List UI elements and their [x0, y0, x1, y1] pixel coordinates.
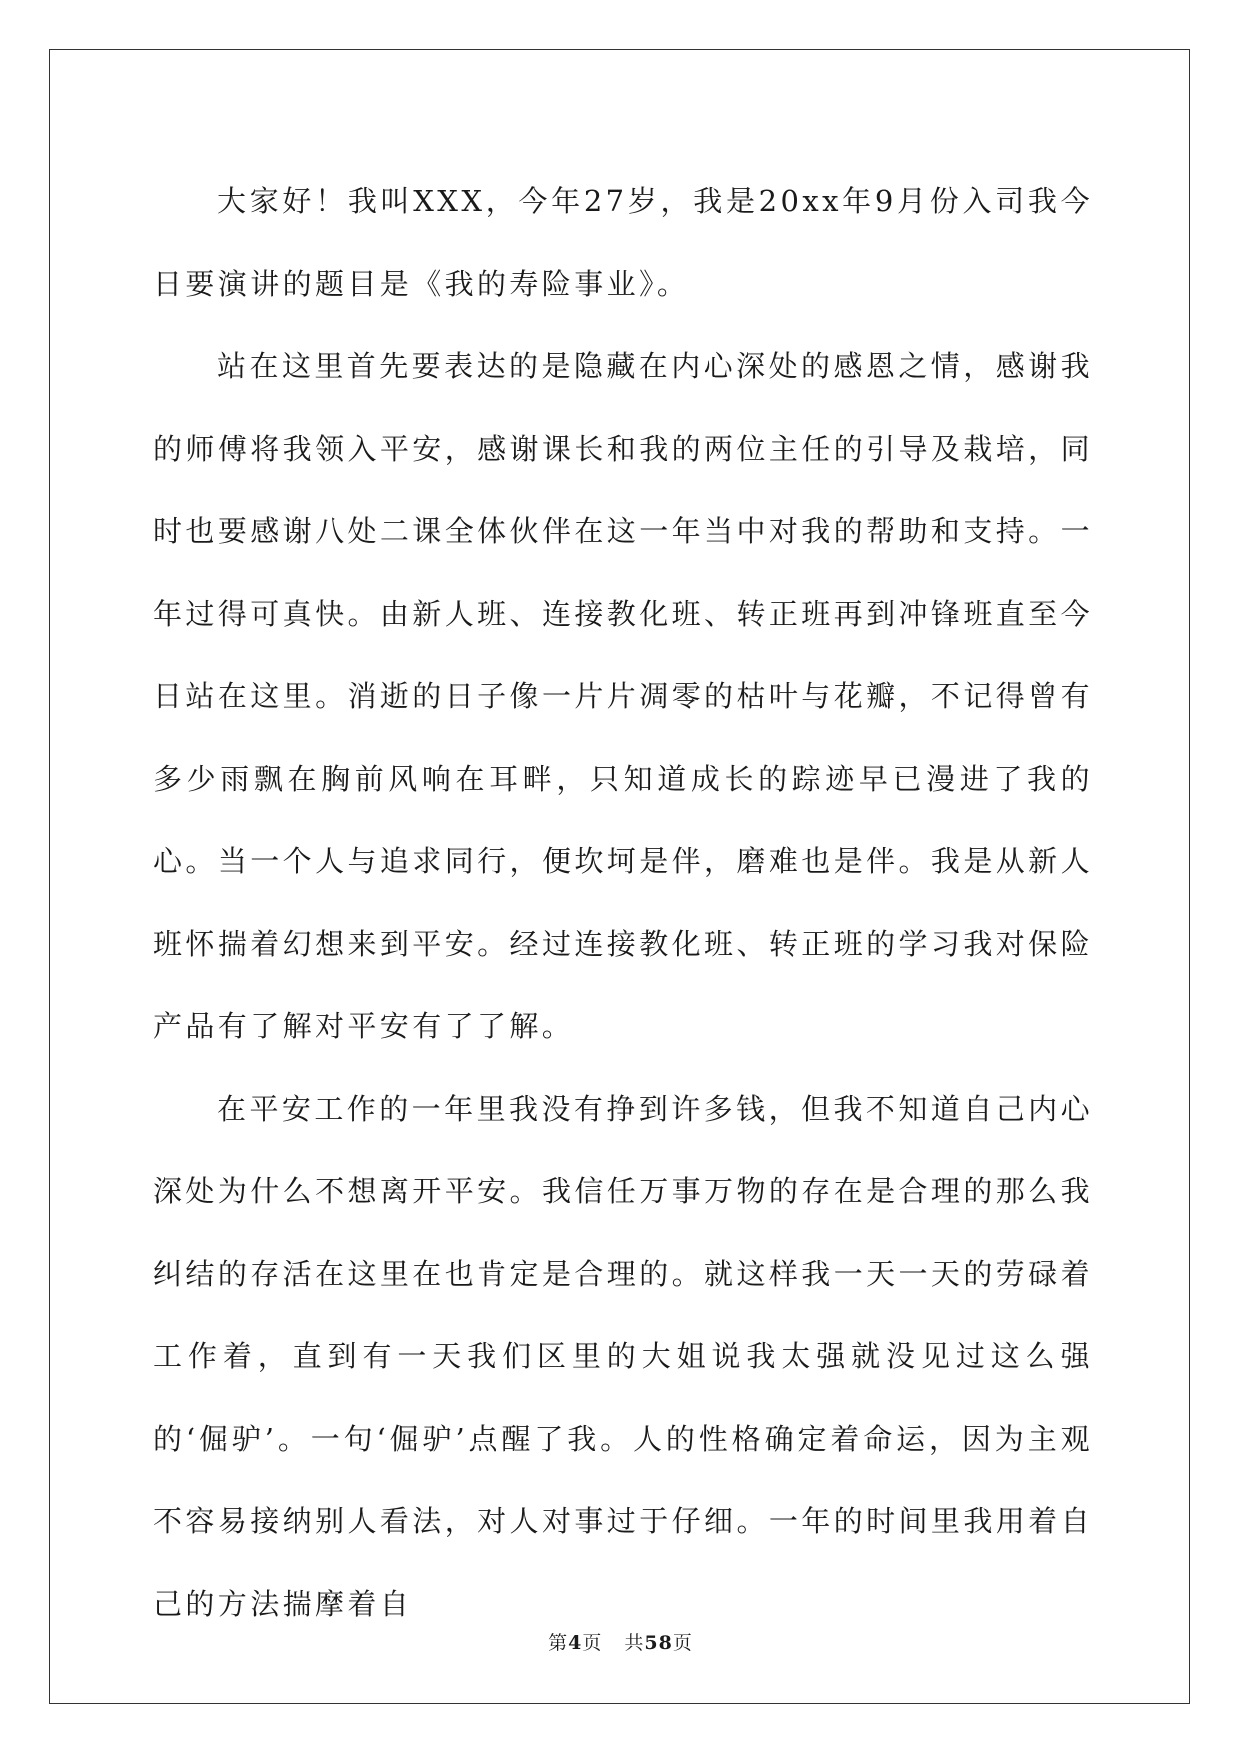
document-body	[153, 160, 1093, 1645]
footer-page-number: 4	[568, 1632, 583, 1654]
paragraph-3: 在平安工作的一年里我没有挣到许多钱，但我不知道自己内心深处为什么不想离开平安。我信任万事万物的存在是合理的那么我纠结的存活在这里在也肯定是合理的。就这样我一天一天的劳碌着工作着，直到有一天我们区里的大姐说我太强就没见过这么强的‘倔驴’。一句‘倔驴’点醒了我。人的性格确定着命运，因为主观不容易接纳别人看法，对人对事过于仔细。一年的时间里我用着自己的方法揣摩着自	[153, 1091, 1093, 1621]
page-footer	[0, 1628, 1241, 1655]
footer-total-prefix: 共	[624, 1632, 645, 1654]
footer-total-suffix: 页	[672, 1632, 693, 1654]
footer-page-suffix: 页	[582, 1632, 603, 1654]
footer-page-prefix: 第	[548, 1632, 569, 1654]
footer-total-pages: 58	[644, 1632, 673, 1654]
paragraph-2: 站在这里首先要表达的是隐藏在内心深处的感恩之情，感谢我的师傅将我领入平安，感谢课长和我的两位主任的引导及栽培，同时也要感谢八处二课全体伙伴在这一年当中对我的帮助和支持。一年过得可真快。由新人班、连接教化班、转正班再到冲锋班直至今日站在这里。消逝的日子像一片片凋零的枯叶与花瓣，不记得曾有多少雨飘在胸前风响在耳畔，只知道成长的踪迹早已漫进了我的心。当一个人与追求同行，便坎坷是伴，磨难也是伴。我是从新人班怀揣着幻想来到平安。经过连接教化班、转正班的学习我对保险产品有了解对平安有了了解。	[153, 349, 1093, 1043]
paragraph-1: 大家好！我叫XXX，今年27岁，我是20xx年9月份入司我今日要演讲的题目是《我的寿险事业》。	[153, 184, 1093, 301]
